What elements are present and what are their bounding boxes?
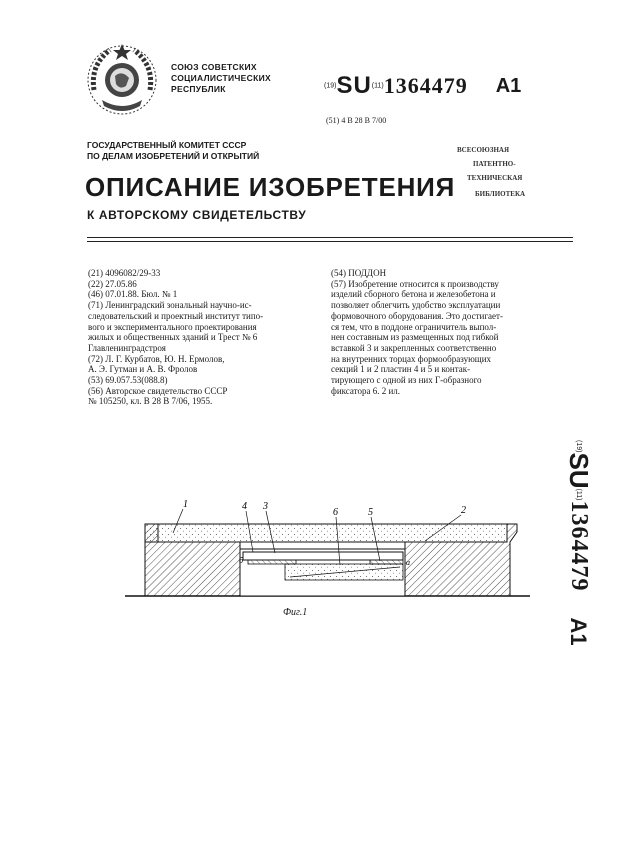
concrete-slab xyxy=(145,524,507,542)
biblio-line: вого и экспериментального проектирования xyxy=(88,321,257,332)
biblio-line: (56) Авторское свидетельство СССР xyxy=(88,385,228,396)
side-code-19: (19) xyxy=(575,440,582,453)
biblio-line: (72) Л. Г. Курбатов, Ю. Н. Ермолов, xyxy=(88,353,225,364)
label-a: а xyxy=(406,558,410,567)
kind-code: A1 xyxy=(495,74,522,97)
plate-4 xyxy=(248,560,296,564)
abstract xyxy=(331,268,556,396)
separator-rule-thin xyxy=(87,241,573,242)
code-19: (19) xyxy=(324,82,337,90)
patent-number: 1364479 xyxy=(383,73,468,98)
library-stamp xyxy=(455,138,565,216)
abstract-line: изделий сборного бетона и железобетона и xyxy=(331,289,496,300)
side-kind-code: A1 xyxy=(566,617,592,646)
abstract-line: ся тем, что в поддоне ограничитель выпол- xyxy=(331,321,497,332)
document-title: ОПИСАНИЕ ИЗОБРЕТЕНИЯ xyxy=(85,172,456,202)
document-subtitle: К АВТОРСКОМУ СВИДЕТЕЛЬСТВУ xyxy=(87,208,307,222)
stamp-line-3: ТЕХНИЧЕСКАЯ xyxy=(467,174,523,182)
org-line-1: СОЮЗ СОВЕТСКИХ xyxy=(171,62,257,72)
org-line-3: РЕСПУБЛИК xyxy=(171,84,226,94)
code-11: (11) xyxy=(371,82,384,90)
abstract-line: тирующего с одной из них Г-образного xyxy=(331,375,482,386)
plate-5 xyxy=(370,560,403,564)
org-name xyxy=(171,62,271,95)
committee-line-1: ГОСУДАРСТВЕННЫЙ КОМИТЕТ СССР xyxy=(87,140,247,150)
abstract-line: (57) Изобретение относится к производству xyxy=(331,278,499,289)
biblio-line: (22) 27.05.86 xyxy=(88,278,137,289)
biblio-line: Главленинградстроя xyxy=(88,342,166,353)
label-2: 2 xyxy=(461,505,466,516)
ipc-classification: (51) 4 В 28 В 7/00 xyxy=(326,116,387,125)
label-5: 5 xyxy=(368,507,373,518)
committee xyxy=(87,140,259,162)
abstract-line: на внутренних торцах формообразующих xyxy=(331,353,492,364)
patent-id-line xyxy=(324,72,521,100)
bibliographic-data xyxy=(88,268,320,407)
side-patent-id xyxy=(536,440,600,700)
label-6: 6 xyxy=(333,507,338,518)
biblio-line: А. Э. Гутман и А. В. Фролов xyxy=(88,364,198,375)
separator-rule xyxy=(87,237,573,238)
abstract-line: фиксатора 6. 2 ил. xyxy=(331,385,401,396)
stamp-line-1: ВСЕСОЮЗНАЯ xyxy=(457,146,510,154)
stamp-line-2: ПАТЕНТНО- xyxy=(473,160,516,168)
stamp-line-4: БИБЛИОТЕКА xyxy=(475,190,526,198)
biblio-line: следовательский и проектный институт типо- xyxy=(88,310,264,321)
ussr-emblem xyxy=(82,40,162,120)
biblio-line: (71) Ленинградский зональный научно-ис- xyxy=(88,300,252,311)
side-code-11: (11) xyxy=(575,488,582,501)
abstract-line: формовочного оборудования. Это достигает- xyxy=(331,310,503,321)
org-line-2: СОЦИАЛИСТИЧЕСКИХ xyxy=(171,73,271,83)
label-b: б xyxy=(239,556,244,565)
technical-drawing xyxy=(125,497,530,632)
biblio-line: жилых и общественных зданий и Трест № 6 xyxy=(88,332,258,343)
figure-caption: Фиг.1 xyxy=(283,607,308,618)
abstract-line: позволяет облегчить удобство эксплуатации xyxy=(331,300,501,311)
side-country-code: SU xyxy=(564,452,594,489)
biblio-line: № 105250, кл. В 28 В 7/06, 1955. xyxy=(88,396,213,407)
section-1 xyxy=(145,542,240,596)
abstract-line: (54) ПОДДОН xyxy=(331,268,387,278)
biblio-line: (53) 69.057.53(088.8) xyxy=(88,375,168,386)
biblio-line: (46) 07.01.88. Бюл. № 1 xyxy=(88,289,178,300)
abstract-line: секций 1 и 2 пластин 4 и 5 и контак- xyxy=(331,364,471,375)
label-3: 3 xyxy=(263,501,268,512)
label-4: 4 xyxy=(242,501,247,512)
committee-line-2: ПО ДЕЛАМ ИЗОБРЕТЕНИЙ И ОТКРЫТИЙ xyxy=(87,151,260,161)
side-patent-number: 1364479 xyxy=(566,500,592,592)
biblio-line: (21) 4096082/29-33 xyxy=(88,268,161,278)
label-1: 1 xyxy=(183,499,188,510)
abstract-line: вставкой 3 и закрепленных соответственно xyxy=(331,342,497,353)
country-code: SU xyxy=(336,72,372,99)
abstract-line: нен составным из размещенных под гибкой xyxy=(331,332,499,343)
